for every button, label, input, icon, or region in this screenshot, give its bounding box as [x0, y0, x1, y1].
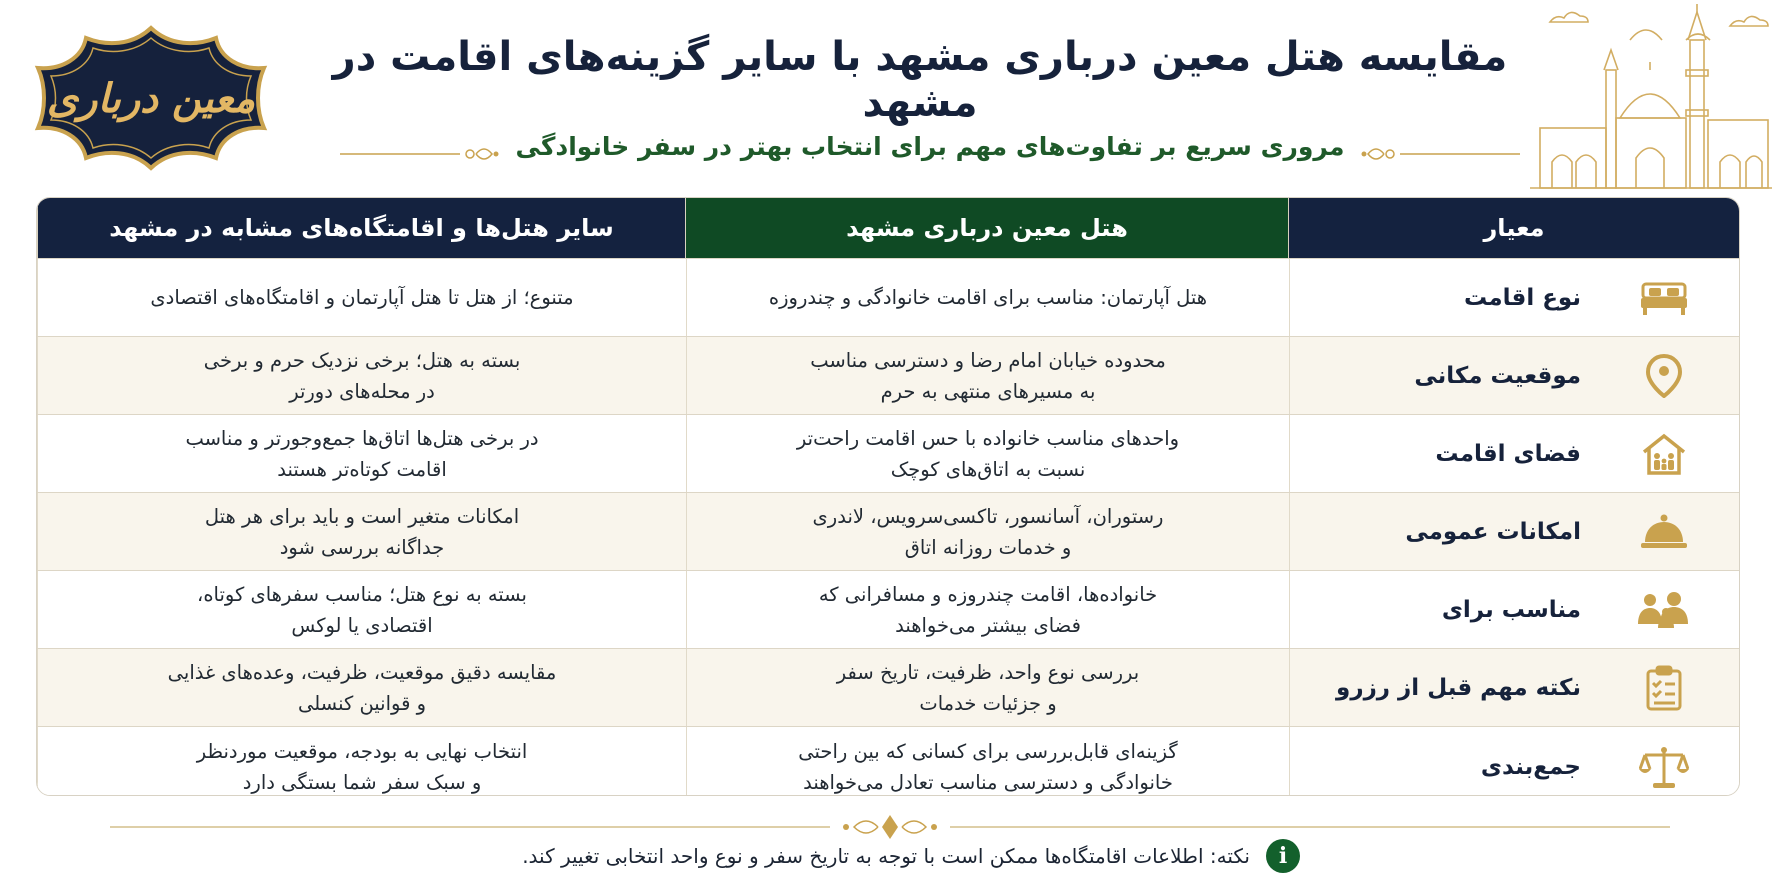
- criterion-label: فضای اقامت: [1435, 440, 1581, 467]
- criterion-label: نکته مهم قبل از رزرو: [1336, 674, 1581, 701]
- hotel-cell: [686, 337, 1289, 414]
- table-header-row: [37, 198, 1739, 258]
- hotel-cell: [686, 571, 1289, 648]
- criterion-cell: [1289, 727, 1739, 796]
- hotel-cell: [686, 649, 1289, 726]
- hotel-value: رستوران، آسانسور، تاکسی‌سرویس، لاندری و خدمات روزانه اتاق: [812, 504, 1164, 559]
- hotel-value: واحدهای مناسب خانواده با حس اقامت راحت‌تر نسبت به اتاق‌های کوچک: [796, 426, 1180, 481]
- table-row: [37, 258, 1739, 336]
- others-value: بسته به نوع هتل؛ مناسب سفرهای کوتاه، اقتصادی یا لوکس: [197, 582, 527, 637]
- criterion-cell: [1289, 649, 1739, 726]
- right-flourish-icon: [1360, 144, 1520, 164]
- criterion-label: امکانات عمومی: [1405, 518, 1581, 545]
- others-value: در برخی هتل‌ها اتاق‌ها جمع‌وجورتر و مناسب اقامت کوتاه‌تر هستند: [185, 426, 539, 481]
- left-flourish-icon: [340, 144, 500, 164]
- others-cell: [37, 493, 686, 570]
- criterion-cell: [1289, 571, 1739, 648]
- hotel-value: بررسی نوع واحد، ظرفیت، تاریخ سفر و جزئیات خدمات: [836, 660, 1140, 715]
- others-value: بسته به هتل؛ برخی نزدیک حرم و برخی در محله‌های دورتر: [203, 348, 521, 403]
- hotel-cell: [686, 415, 1289, 492]
- criterion-label: مناسب برای: [1441, 596, 1581, 623]
- others-value: مقایسه دقیق موقعیت، ظرفیت، وعده‌های غذایی و قوانین کنسلی: [167, 660, 557, 715]
- others-value: متنوع؛ از هتل تا هتل آپارتمان و اقامتگاه‌های اقتصادی: [150, 286, 574, 309]
- others-value: امکانات متغیر است و باید برای هر هتل جداگانه بررسی شود: [204, 504, 520, 559]
- others-cell: [37, 649, 686, 726]
- criterion-label: موقعیت مکانی: [1414, 362, 1581, 389]
- family-home-icon: [1629, 426, 1699, 482]
- balance-scale-icon: [1629, 739, 1699, 795]
- hotel-cell: [686, 493, 1289, 570]
- others-cell: [37, 259, 686, 336]
- table-row: [37, 492, 1739, 570]
- criterion-label: جمع‌بندی: [1480, 753, 1581, 780]
- others-cell: [37, 415, 686, 492]
- hotel-value: محدوده خیابان امام رضا و دسترسی مناسب به مسیرهای منتهی به حرم: [810, 348, 1166, 403]
- criterion-label: نوع اقامت: [1464, 284, 1581, 311]
- header-hotel: هتل معین درباری مشهد: [685, 198, 1288, 258]
- people-group-icon: [1629, 582, 1699, 638]
- table-row: [37, 570, 1739, 648]
- others-cell: [37, 337, 686, 414]
- others-cell: [37, 727, 686, 796]
- footer-note: [300, 836, 1300, 876]
- brand-badge: [20, 22, 282, 174]
- comparison-table: [36, 197, 1740, 796]
- others-value: انتخاب نهایی به بودجه، موقعیت موردنظر و سبک سفر شما بستگی دارد: [196, 739, 528, 794]
- subtitle-row: [340, 122, 1520, 182]
- bed-icon: [1629, 270, 1699, 326]
- hotel-cell: [686, 259, 1289, 336]
- info-icon: i: [1266, 839, 1300, 873]
- table-row: [37, 336, 1739, 414]
- location-pin-icon: [1629, 348, 1699, 404]
- page-subtitle: مروری سریع بر تفاوت‌های مهم برای انتخاب بهتر در سفر خانوادگی: [515, 132, 1345, 161]
- table-row: [37, 414, 1739, 492]
- service-bell-icon: [1629, 504, 1699, 560]
- header-others: سایر هتل‌ها و اقامتگاه‌های مشابه در مشهد: [37, 198, 685, 258]
- hotel-value: گزینه‌ای قابل‌بررسی برای کسانی که بین راحتی خانوادگی و دسترسی مناسب تعادل می‌خواهند: [798, 739, 1178, 794]
- criterion-cell: [1289, 415, 1739, 492]
- criterion-cell: [1289, 259, 1739, 336]
- criterion-cell: [1289, 493, 1739, 570]
- header: [0, 0, 1774, 190]
- badge-text: معین درباری: [46, 74, 256, 122]
- footer-note-text: نکته: اطلاعات اقامتگاه‌ها ممکن است با توجه به تاریخ سفر و نوع واحد انتخابی تغییر کند.: [522, 844, 1250, 868]
- clipboard-checklist-icon: [1629, 660, 1699, 716]
- mosque-illustration-icon: [1510, 0, 1774, 190]
- header-criterion: معیار: [1288, 198, 1739, 258]
- table-row: [37, 648, 1739, 726]
- hotel-value: خانواده‌ها، اقامت چندروزه و مسافرانی که فضای بیشتر می‌خواهند: [818, 582, 1158, 637]
- page-title: مقایسه هتل معین درباری مشهد با سایر گزینه‌های اقامت در مشهد: [332, 34, 1508, 126]
- hotel-value: هتل آپارتمان: مناسب برای اقامت خانوادگی و چندروزه: [768, 286, 1208, 309]
- hotel-cell: [686, 727, 1289, 796]
- criterion-cell: [1289, 337, 1739, 414]
- others-cell: [37, 571, 686, 648]
- table-row: [37, 726, 1739, 796]
